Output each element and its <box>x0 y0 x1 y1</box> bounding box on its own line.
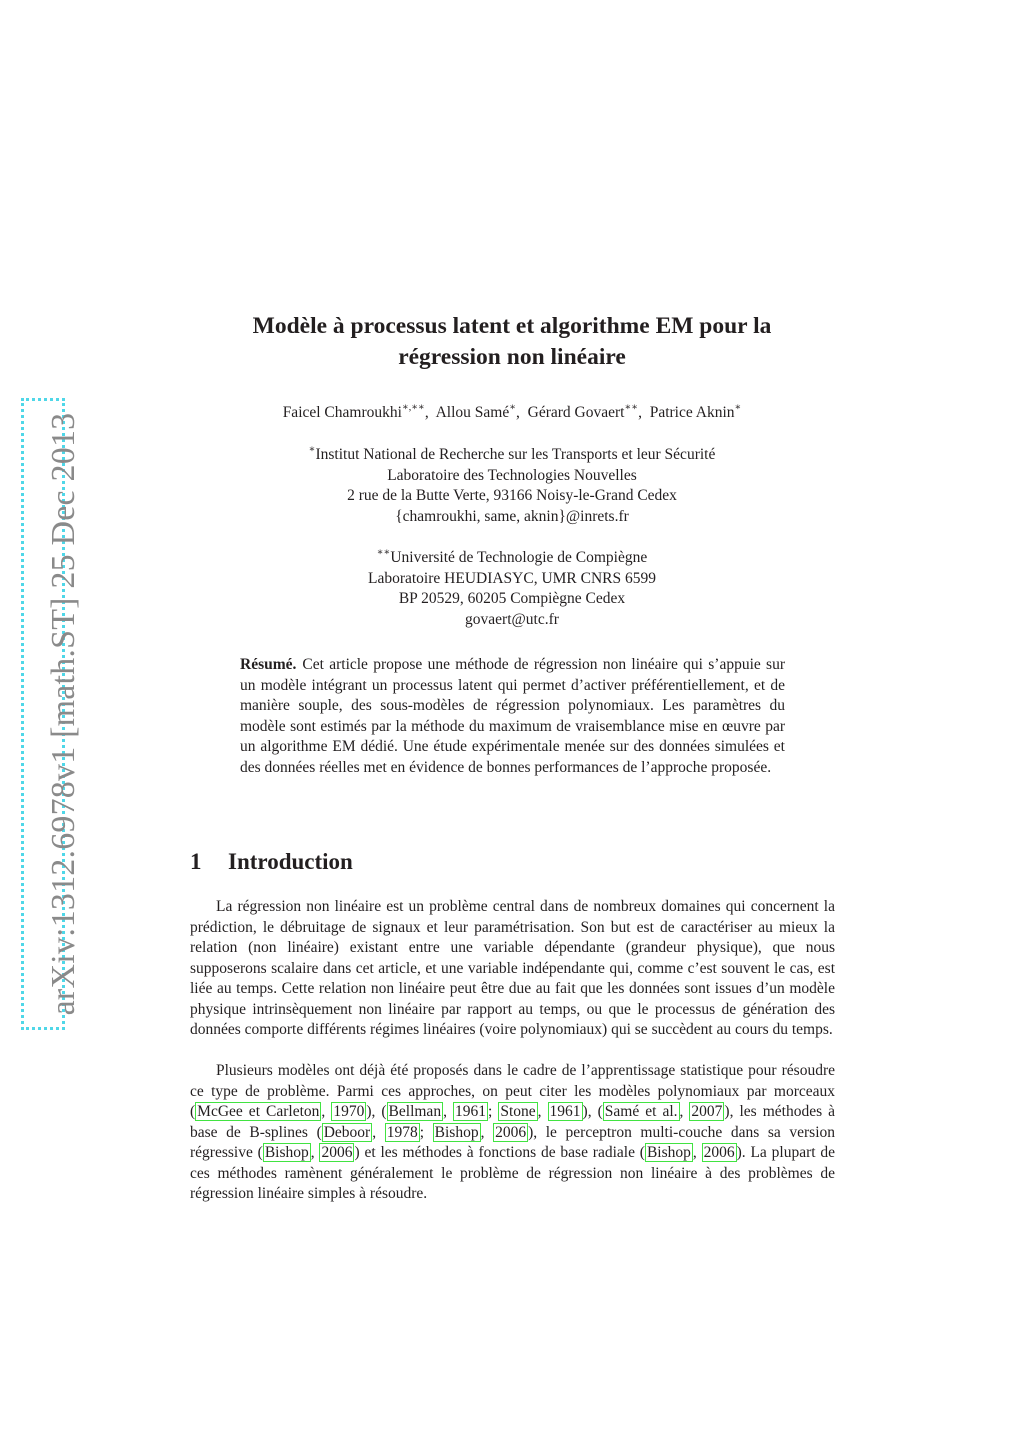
title-line-2: régression non linéaire <box>398 344 626 370</box>
citation-link[interactable]: Deboor <box>323 1123 371 1141</box>
section-number: 1 <box>190 849 202 874</box>
paragraph-text: ; <box>487 1103 499 1120</box>
citation-separator: , <box>372 1123 385 1141</box>
author-mark: ∗,∗∗ <box>401 401 425 413</box>
affiliation-1-line-2: Laboratoire des Technologies Nouvelles <box>387 467 637 484</box>
citation-year-link[interactable]: 2006 <box>703 1144 735 1161</box>
title-line-1: Modèle à processus latent et algorithme EM pour la <box>252 313 772 339</box>
affiliation-1-email: {chamroukhi, same, aknin}@inrets.fr <box>395 508 629 525</box>
abstract <box>240 655 785 779</box>
affiliation-mark: ∗∗ <box>376 546 391 558</box>
citation-link[interactable]: Bishop <box>264 1144 309 1161</box>
paper-title <box>200 311 824 373</box>
affiliation-2-email: govaert@utc.fr <box>465 611 559 628</box>
section-title: Introduction <box>228 849 353 874</box>
paragraph-text: Plusieurs modèles ont déjà été proposés dans le cadre de l’apprentissage statistique pour résoudre ce type de problème. Parmi ces approches, on peut citer les modèles polynomiaux par morceaux ( <box>190 1062 835 1120</box>
affiliation-1-line-3: 2 rue de la Butte Verte, 93166 Noisy-le-Grand Cedex <box>347 487 677 504</box>
intro-paragraph-2 <box>190 1061 835 1205</box>
paragraph-text: ) et les méthodes à fonctions de base radiale ( <box>354 1144 645 1161</box>
citation-year-link[interactable]: 1961 <box>454 1103 486 1120</box>
citation-separator: , <box>537 1103 548 1120</box>
citation-separator: , <box>692 1144 702 1161</box>
author-mark: ∗∗ <box>624 401 639 413</box>
citation-separator: , <box>321 1103 332 1120</box>
author-name: Faicel Chamroukhi <box>282 404 402 421</box>
author-mark: ∗ <box>509 401 517 413</box>
section-heading <box>190 847 353 877</box>
author-name: Patrice Aknin <box>649 404 735 421</box>
citation-year-link[interactable]: 1978 <box>386 1123 418 1141</box>
citation-separator: , <box>480 1123 494 1141</box>
affiliation-1-line-1 <box>200 445 824 466</box>
author-name: Gérard Govaert <box>527 404 625 421</box>
affiliation-2-line-2: Laboratoire HEUDIASYC, UMR CNRS 6599 <box>367 570 657 587</box>
affiliation-2-line-3: BP 20529, 60205 Compiègne Cedex <box>398 590 626 607</box>
citation-year-link[interactable]: 1961 <box>549 1103 581 1120</box>
affiliation-2-line-1 <box>200 548 824 569</box>
intro-paragraph-1: La régression non linéaire est un problème central dans de nombreux domaines qui concernent la prédiction, le débruitage de signaux et leur paramétrisation. Son but est de caractériser au mieux la relation (non linéaire) existant entre une variable dépendante (grandeur physique), que nous supposerons scalaire dans cet article, et une variable indépendante qui, comme c’est souvent le cas, est liée au temps. Cette relation non linéaire peut être due au fait que les données sont issues d’un modèle physique intrinsèquement non linéaire par rapport au temps, ou que le processus de génération des données comporte différents régimes linéaires (voire polynomiaux) qui se succèdent au cours du temps. <box>190 898 835 1038</box>
paragraph-text: ), ( <box>366 1103 387 1120</box>
paragraph-text: ), les méthodes à base de B-splines ( <box>190 1103 836 1141</box>
citation-link[interactable]: Bishop <box>646 1144 691 1161</box>
paragraph-text: ). La plupart de ces méthodes ramènent généralement le problème de régression non linéaire à des problèmes de régression linéaire simples à résoudre. <box>190 1144 835 1202</box>
abstract-text: Cet article propose une méthode de régression non linéaire qui s’appuie sur un modèle intégrant un processus latent qui permet d’activer préférentiellement, et de manière souple, des sous-modèles de régression polynomiaux. Les paramètres du modèle sont estimés par la méthode du maximum de vraisemblance mise en œuvre par un algorithme EM dédié. Une étude expérimentale menée sur des données simulées et des données réelles met en évidence de bonnes performances de l’approche proposée. <box>240 656 785 776</box>
citation-link[interactable]: Bellman <box>388 1103 442 1120</box>
citation-link[interactable]: Stone <box>500 1103 536 1120</box>
affiliation-text: Université de Technologie de Compiègne <box>390 549 648 566</box>
citation-link[interactable]: Bishop <box>434 1123 479 1141</box>
citation-year-link[interactable]: 2007 <box>691 1103 723 1120</box>
affiliation-mark: ∗ <box>308 443 316 455</box>
citation-separator: , <box>679 1103 690 1120</box>
affiliation-text: Institut National de Recherche sur les Transports et leur Sécurité <box>315 446 716 463</box>
citation-year-link[interactable]: 1970 <box>333 1103 365 1120</box>
citation-separator: , <box>310 1144 320 1161</box>
paragraph-text: ; <box>419 1123 433 1141</box>
author-list: Faicel Chamroukhi∗,∗∗, Allou Samé∗, Gérard Govaert∗∗, Patrice Aknin∗ <box>282 401 742 421</box>
arxiv-stamp: arXiv:1312.6978v1 [math.ST] 25 Dec 2013 <box>45 412 82 1016</box>
citation-year-link[interactable]: 2006 <box>495 1123 527 1141</box>
paragraph-text: ), ( <box>582 1103 603 1120</box>
citation-separator: , <box>443 1103 453 1120</box>
citation-link[interactable]: Samé et al. <box>604 1103 678 1120</box>
citation-link[interactable]: McGee et Carleton <box>197 1103 320 1120</box>
author-name: Allou Samé <box>435 404 510 421</box>
abstract-label: Résumé. <box>240 656 297 673</box>
citation-year-link[interactable]: 2006 <box>321 1144 353 1161</box>
paragraph-text: ), le perceptron multi-couche dans sa version régressive ( <box>190 1123 836 1161</box>
author-mark: ∗ <box>734 401 742 413</box>
